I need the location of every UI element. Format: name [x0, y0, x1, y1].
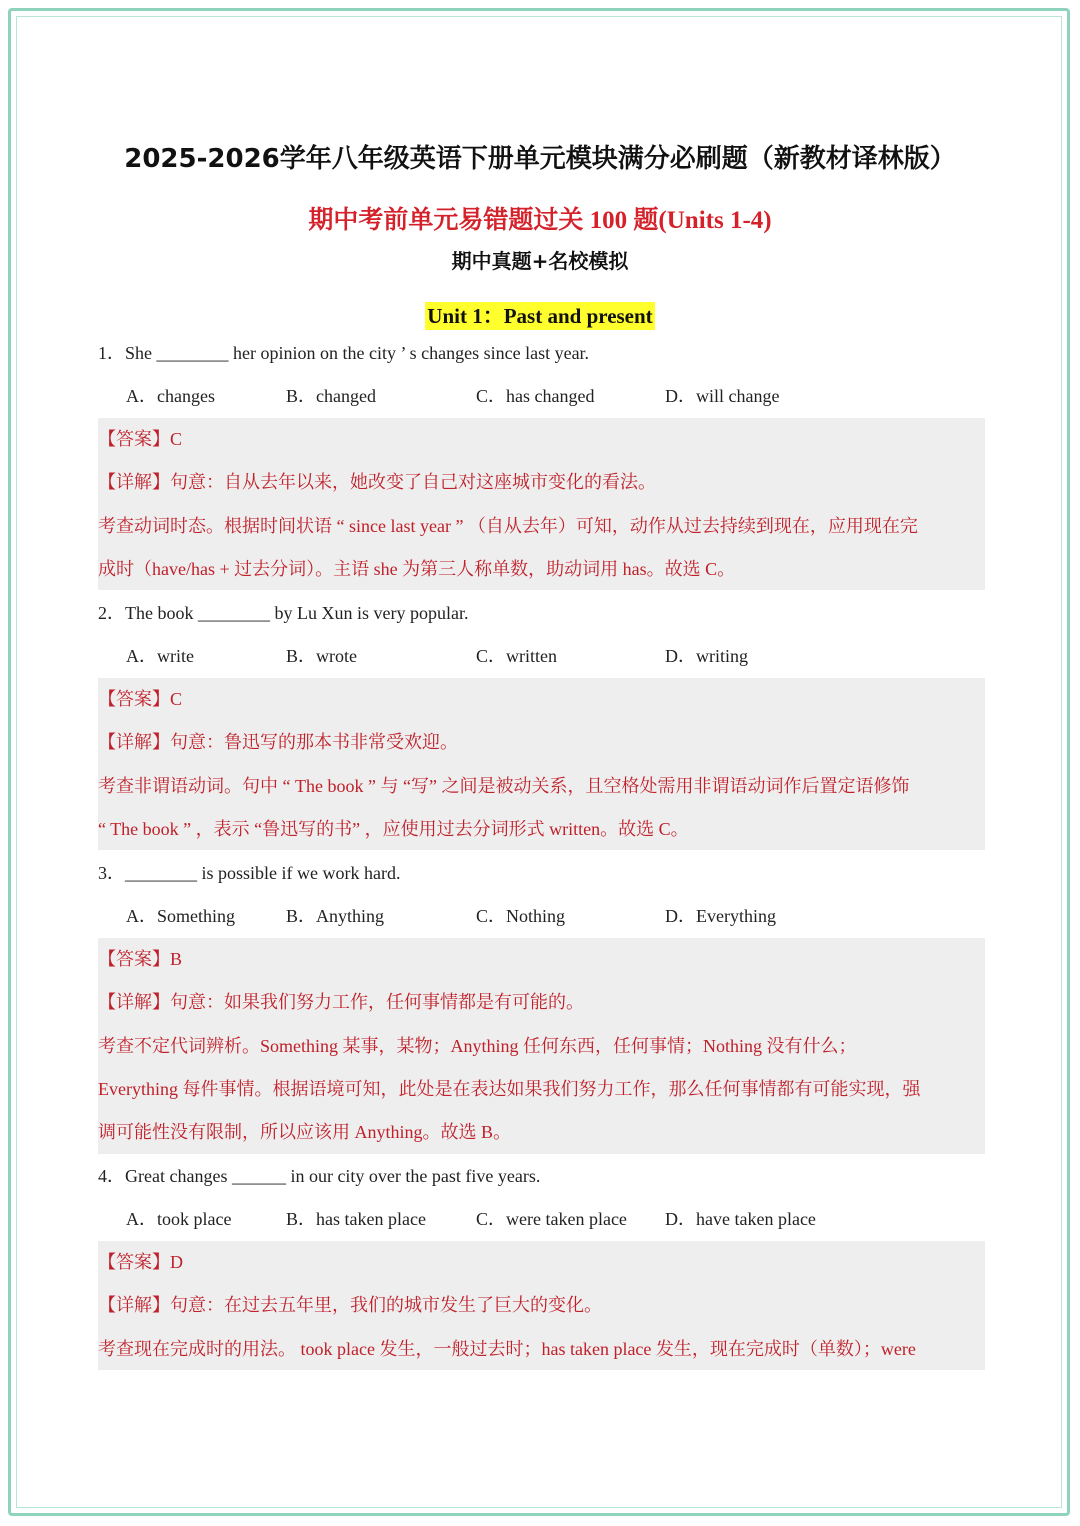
- option-c: C．Nothing: [476, 906, 566, 926]
- option-b: B．changed: [286, 386, 376, 406]
- explanation-line: 考查非谓语动词。句中 “ The book ” 与 “写” 之间是被动关系，且空格处需用非谓语动词作后置定语修饰: [98, 776, 910, 796]
- detail-line: 【详解】句意：如果我们努力工作，任何事情都是有可能的。: [98, 992, 584, 1012]
- detail-line: 【详解】句意：自从去年以来，她改变了自己对这座城市变化的看法。: [98, 472, 656, 492]
- question-stem: 4．Great changes ______ in our city over the past five years.: [98, 1166, 541, 1186]
- answer-label: 【答案】B: [98, 949, 183, 969]
- question-stem: 2．The book ________ by Lu Xun is very popular.: [98, 603, 469, 623]
- explanation-line: 成时（have/has + 过去分词）。主语 she 为第三人称单数，助动词用 has。故选 C。: [98, 559, 736, 579]
- option-a: A．changes: [126, 386, 215, 406]
- document-subtitle-secondary: 期中真题+名校模拟: [451, 249, 629, 273]
- explanation-line: 调可能性没有限制，所以应该用 Anything。故选 B。: [98, 1122, 512, 1142]
- explanation-line: Everything 每件事情。根据语境可知，此处是在表达如果我们努力工作，那么任何事情都有可能实现，强: [98, 1079, 921, 1099]
- option-c: C．were taken place: [476, 1209, 627, 1229]
- explanation-line: 考查现在完成时的用法。 took place 发生，一般过去时；has taken place 发生，现在完成时（单数）；were: [98, 1339, 916, 1359]
- explanation-line: “ The book ” ，表示 “鲁迅写的书” ，应使用过去分词形式 written。故选 C。: [98, 819, 689, 839]
- document-title: 2025-2026学年八年级英语下册单元模块满分必刷题（新教材译林版）: [124, 144, 956, 174]
- detail-line: 【详解】句意：鲁迅写的那本书非常受欢迎。: [98, 732, 458, 752]
- option-a: A．Something: [126, 906, 236, 926]
- option-c: C．written: [476, 646, 557, 666]
- option-d: D．have taken place: [665, 1209, 816, 1229]
- answer-label: 【答案】D: [98, 1252, 183, 1272]
- option-d: D．Everything: [665, 906, 776, 926]
- option-c: C．has changed: [476, 386, 595, 406]
- explanation-line: 考查不定代词辨析。Something 某事，某物；Anything 任何东西，任何事情；Nothing 没有什么；: [98, 1036, 857, 1056]
- question-stem: 3．________ is possible if we work hard.: [98, 863, 401, 883]
- option-d: D．will change: [665, 386, 780, 406]
- explanation-line: 考查动词时态。根据时间状语 “ since last year ” （自从去年）可知，动作从过去持续到现在，应用现在完: [98, 516, 918, 536]
- unit-heading-wrap: [0, 302, 1080, 330]
- answer-label: 【答案】C: [98, 429, 183, 449]
- option-d: D．writing: [665, 646, 748, 666]
- detail-line: 【详解】句意：在过去五年里，我们的城市发生了巨大的变化。: [98, 1295, 602, 1315]
- document-subtitle: 期中考前单元易错题过关 100 题(Units 1-4): [308, 207, 772, 234]
- option-b: B．Anything: [286, 906, 385, 926]
- option-b: B．has taken place: [286, 1209, 426, 1229]
- option-a: A．write: [126, 646, 194, 666]
- answer-label: 【答案】C: [98, 689, 183, 709]
- question-stem: 1．She ________ her opinion on the city ’ s changes since last year.: [98, 343, 590, 363]
- option-b: B．wrote: [286, 646, 357, 666]
- option-a: A．took place: [126, 1209, 232, 1229]
- unit-heading: Unit 1：Past and present: [427, 304, 653, 328]
